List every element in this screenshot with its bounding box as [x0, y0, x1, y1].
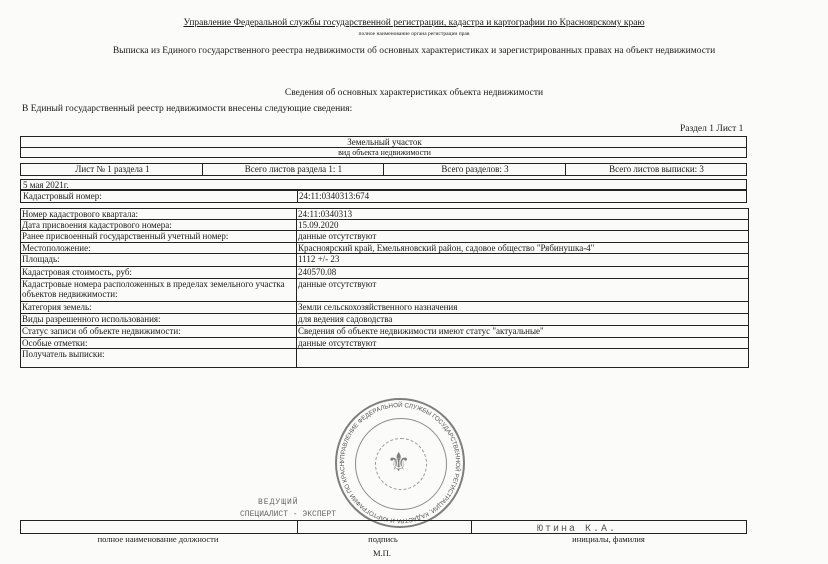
field-row	[21, 267, 748, 279]
field-label: Ранее присвоенный государственный учетный номер:	[22, 231, 229, 241]
field-value: Сведения об объекте недвижимости имеют статус "актуальные"	[298, 326, 544, 336]
field-label: Категория земель:	[22, 302, 92, 312]
document-title: Выписка из Единого государственного реестра недвижимости об основных характеристиках и зарегистрированных правах на объект недвижимости	[112, 46, 716, 56]
field-value: Земли сельскохозяйственного назначения	[298, 302, 458, 312]
authority-name: Управление Федеральной службы государственной регистрации, кадастра и картографии по Красноярскому краю	[183, 18, 645, 28]
initials-caption: инициалы, фамилия	[572, 534, 645, 544]
extract-date: 5 мая 2021г.	[23, 180, 69, 190]
object-type: Земельный участок	[347, 137, 422, 147]
object-type-caption-row	[20, 147, 747, 158]
field-label: Кадастровые номера расположенных в пределах земельного участка объектов недвижимости:	[22, 279, 285, 299]
cadastral-number-row	[20, 190, 747, 203]
field-value: Красноярский край, Емельяновский район, садовое общество "Рябинушка-4"	[298, 243, 595, 253]
signature-row	[20, 520, 747, 534]
field-value: для ведения садоводства	[298, 314, 393, 324]
field-row	[21, 302, 748, 314]
field-label: Получатель выписки:	[22, 349, 105, 359]
date-row	[20, 179, 747, 190]
field-value: 240570.08	[298, 267, 337, 277]
signature-caption: подпись	[368, 534, 398, 544]
field-value: данные отсутствуют	[298, 279, 377, 289]
seal-caption: М.П.	[373, 548, 391, 558]
name-stamp: Ютина К.А.	[537, 524, 618, 535]
field-row	[21, 243, 748, 254]
field-label: Статус записи об объекте недвижимости:	[22, 326, 181, 336]
sheet-info-row	[20, 163, 747, 176]
position-stamp-line2: СПЕЦИАЛИСТ - ЭКСПЕРТ	[240, 510, 337, 519]
total-sections: Всего разделов: 3	[441, 164, 509, 174]
sheet-number: Лист № 1 раздела 1	[75, 164, 150, 174]
section-title: Сведения об основных характеристиках объекта недвижимости	[284, 88, 544, 98]
field-row	[21, 349, 748, 361]
field-row	[21, 279, 748, 302]
total-sheets-section: Всего листов раздела 1: 1	[244, 164, 343, 174]
eagle-emblem-icon: ⚜	[387, 448, 411, 477]
field-label: Дата присвоения кадастрового номера:	[22, 220, 172, 230]
seal-text	[335, 398, 465, 528]
field-label: Площадь:	[22, 254, 60, 264]
page-reference: Раздел 1 Лист 1	[680, 124, 744, 134]
field-label: Особые отметки:	[22, 338, 88, 348]
field-value: 1112 +/- 23	[298, 254, 340, 264]
field-value: данные отсутствуют	[298, 231, 377, 241]
authority-caption: полное наименование органа регистрации прав	[358, 31, 470, 37]
cadastral-number-value: 24:11:0340313:674	[299, 191, 370, 201]
field-value: 24:11:0340313	[298, 209, 353, 219]
field-row	[21, 338, 748, 349]
position-caption: полное наименование должности	[97, 534, 219, 544]
field-value: данные отсутствуют	[298, 338, 377, 348]
total-sheets-extract: Всего листов выписки: 3	[609, 164, 704, 174]
field-row	[21, 314, 748, 326]
field-row	[21, 220, 748, 231]
field-value: 15.09.2020	[298, 220, 339, 230]
field-label: Виды разрешенного использования:	[22, 314, 161, 324]
field-row	[21, 254, 748, 267]
field-label: Номер кадастрового квартала:	[22, 209, 138, 219]
field-row	[21, 209, 748, 220]
cadastral-number-label: Кадастровый номер:	[23, 191, 102, 201]
object-type-caption: вид объекта недвижимости	[338, 148, 431, 157]
position-stamp-line1: ВЕДУЩИЙ	[258, 498, 299, 507]
field-row	[21, 326, 748, 338]
field-label: Местоположение:	[22, 243, 91, 253]
svg-text:УПРАВЛЕНИЕ ФЕДЕРАЛЬНОЙ СЛУЖБЫ: УПРАВЛЕНИЕ ФЕДЕРАЛЬНОЙ СЛУЖБЫ ГОСУДАРСТВЕННОЙ РЕГИСТРАЦИИ, КАДАСТРА И КАРТОГРАФИИ ПО КРАСН	[338, 401, 462, 525]
field-label: Кадастровая стоимость, руб:	[22, 267, 132, 277]
field-row	[21, 231, 748, 243]
intro-text: В Единый государственный реестр недвижимости внесены следующие сведения:	[22, 104, 353, 114]
